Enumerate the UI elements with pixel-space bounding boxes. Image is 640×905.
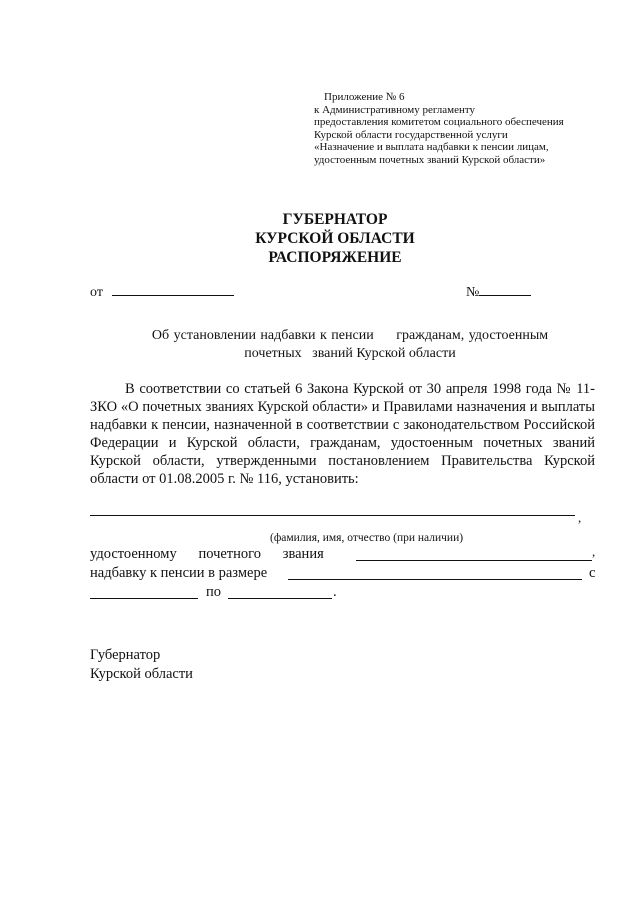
amount-label: надбавку к пенсии в размере [90,565,268,581]
appendix-block [314,91,614,166]
signature-block [90,646,193,684]
from-label: с [589,565,596,581]
appendix-line: к Административному регламенту [314,103,476,116]
appendix-line: Приложение № 6 [324,91,405,103]
amount-blank[interactable] [288,579,582,580]
body-paragraph: В соответствии со статьей 6 Закона Курской от 30 апреля 1998 года № 11-ЗКО «О почетных званиях Курской области» и Правилами назначения и выплаты надбавки к пенсии, назначенной в соответствии с законодательством Российской Федерации и Курской области, гражданам, удостоенным почетных званий Курской области, утвержденными постановлением Правительства Курской области от 01.08.2005 г. № 116, установить: [90,381,595,487]
number-label: № [466,285,480,300]
fio-comma: , [578,510,582,525]
heading-governor: ГУБЕРНАТОР [282,211,388,228]
number-field [466,282,531,301]
title-comma: , [592,544,596,559]
from-date-blank[interactable] [90,598,198,599]
appendix-line: «Назначение и выплата надбавки к пенсии лицам, [314,141,549,153]
order-body [90,380,595,488]
subject-line: почетных званий Курской области [244,346,456,361]
fio-blank[interactable] [90,515,575,516]
to-label: по [206,584,222,600]
signature-region: Курской области [90,666,193,682]
appendix-line: предоставления комитетом социального обеспечения [314,116,564,128]
order-subject [0,327,640,363]
date-blank[interactable] [112,282,234,296]
heading-region: КУРСКОЙ ОБЛАСТИ [255,230,415,247]
title-label: удостоенному почетного звания [90,546,324,562]
signature-title: Губернатор [90,647,161,663]
date-field [90,282,234,301]
title-blank[interactable] [356,560,592,561]
document-heading [0,210,640,267]
appendix-line: удостоенным почетных званий Курской области» [314,153,546,166]
to-date-blank[interactable] [228,598,332,599]
subject-line: Об установлении надбавки к пенсии гражданам, удостоенным [151,328,549,343]
period-end: . [333,584,337,600]
appendix-line: Курской области государственной услуги [314,128,508,141]
date-label: от [90,285,103,300]
fio-caption: (фамилия, имя, отчество (при наличии) [270,532,464,544]
number-blank[interactable] [479,282,531,296]
heading-order: РАСПОРЯЖЕНИЕ [268,249,402,266]
